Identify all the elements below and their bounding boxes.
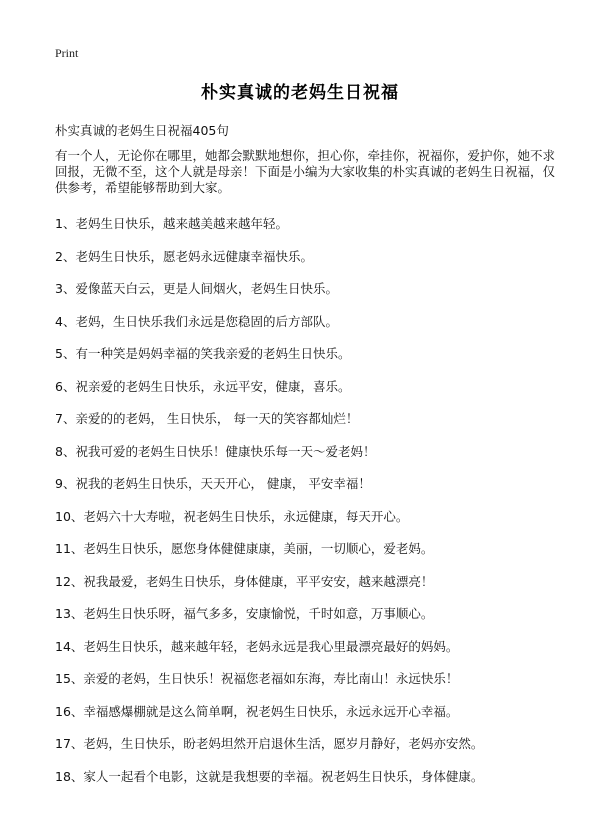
wish-item-11: 11、老妈生日快乐，愿您身体健健康康，美丽，一切顺心，爱老妈。 [55,541,434,556]
wish-item-8: 8、祝我可爱的老妈生日快乐！健康快乐每一天～爱老妈！ [55,443,376,459]
wish-item-4: 4、老妈，生日快乐我们永远是您稳固的后方部队。 [55,313,338,329]
page-title: 朴实真诚的老妈生日祝福 [201,83,399,103]
wish-item-13: 13、老妈生日快乐呀，福气多多，安康愉悦，千时如意，万事顺心。 [55,606,434,621]
intro-paragraph: 有一个人，无论你在哪里，她都会默默地想你，担心你，牵挂你，祝福你，爱护你，她不求回报，无微不至，这个人就是母亲！下面是小编为大家收集的朴实真诚的老妈生日祝福，仅供参考，希望能够帮助到大家。 [55,148,556,195]
wish-list [55,216,555,801]
print-link[interactable]: Print [55,46,79,60]
wish-item-15: 15、亲爱的老妈，生日快乐！祝福您老福如东海，寿比南山！永远快乐！ [55,671,459,686]
wish-item-16: 16、幸福感爆棚就是这么简单啊，祝老妈生日快乐，永远永远开心幸福。 [55,703,459,719]
wish-item-10: 10、老妈六十大寿啦，祝老妈生日快乐，永远健康，每天开心。 [55,508,409,524]
wish-item-5: 5、有一种笑是妈妈幸福的笑我亲爱的老妈生日快乐。 [55,346,351,361]
wish-item-3: 3、爱像蓝天白云，更是人间烟火，老妈生日快乐。 [55,281,338,296]
wish-item-7: 7、亲爱的的老妈， 生日快乐， 每一天的笑容都灿烂！ [55,411,359,426]
wish-item-6: 6、祝亲爱的老妈生日快乐，永远平安，健康，喜乐。 [55,378,351,394]
wish-item-1: 1、老妈生日快乐，越来越美越来越年轻。 [55,216,288,231]
wish-item-17: 17、老妈，生日快乐，盼老妈坦然开启退休生活，愿岁月静好，老妈亦安然。 [55,736,484,751]
wish-item-2: 2、老妈生日快乐，愿老妈永远健康幸福快乐。 [55,248,313,264]
wish-item-14: 14、老妈生日快乐，越来越年轻，老妈永远是我心里最漂亮最好的妈妈。 [55,638,459,654]
wish-item-9: 9、祝我的老妈生日快乐，天天开心， 健康， 平安幸福！ [55,476,371,491]
wish-item-18: 18、家人一起看个电影，这就是我想要的幸福。祝老妈生日快乐，身体健康。 [55,768,484,784]
page-subtitle: 朴实真诚的老妈生日祝福405句 [55,123,229,138]
wish-item-12: 12、祝我最爱，老妈生日快乐，身体健康，平平安安，越来越漂亮！ [55,573,434,589]
